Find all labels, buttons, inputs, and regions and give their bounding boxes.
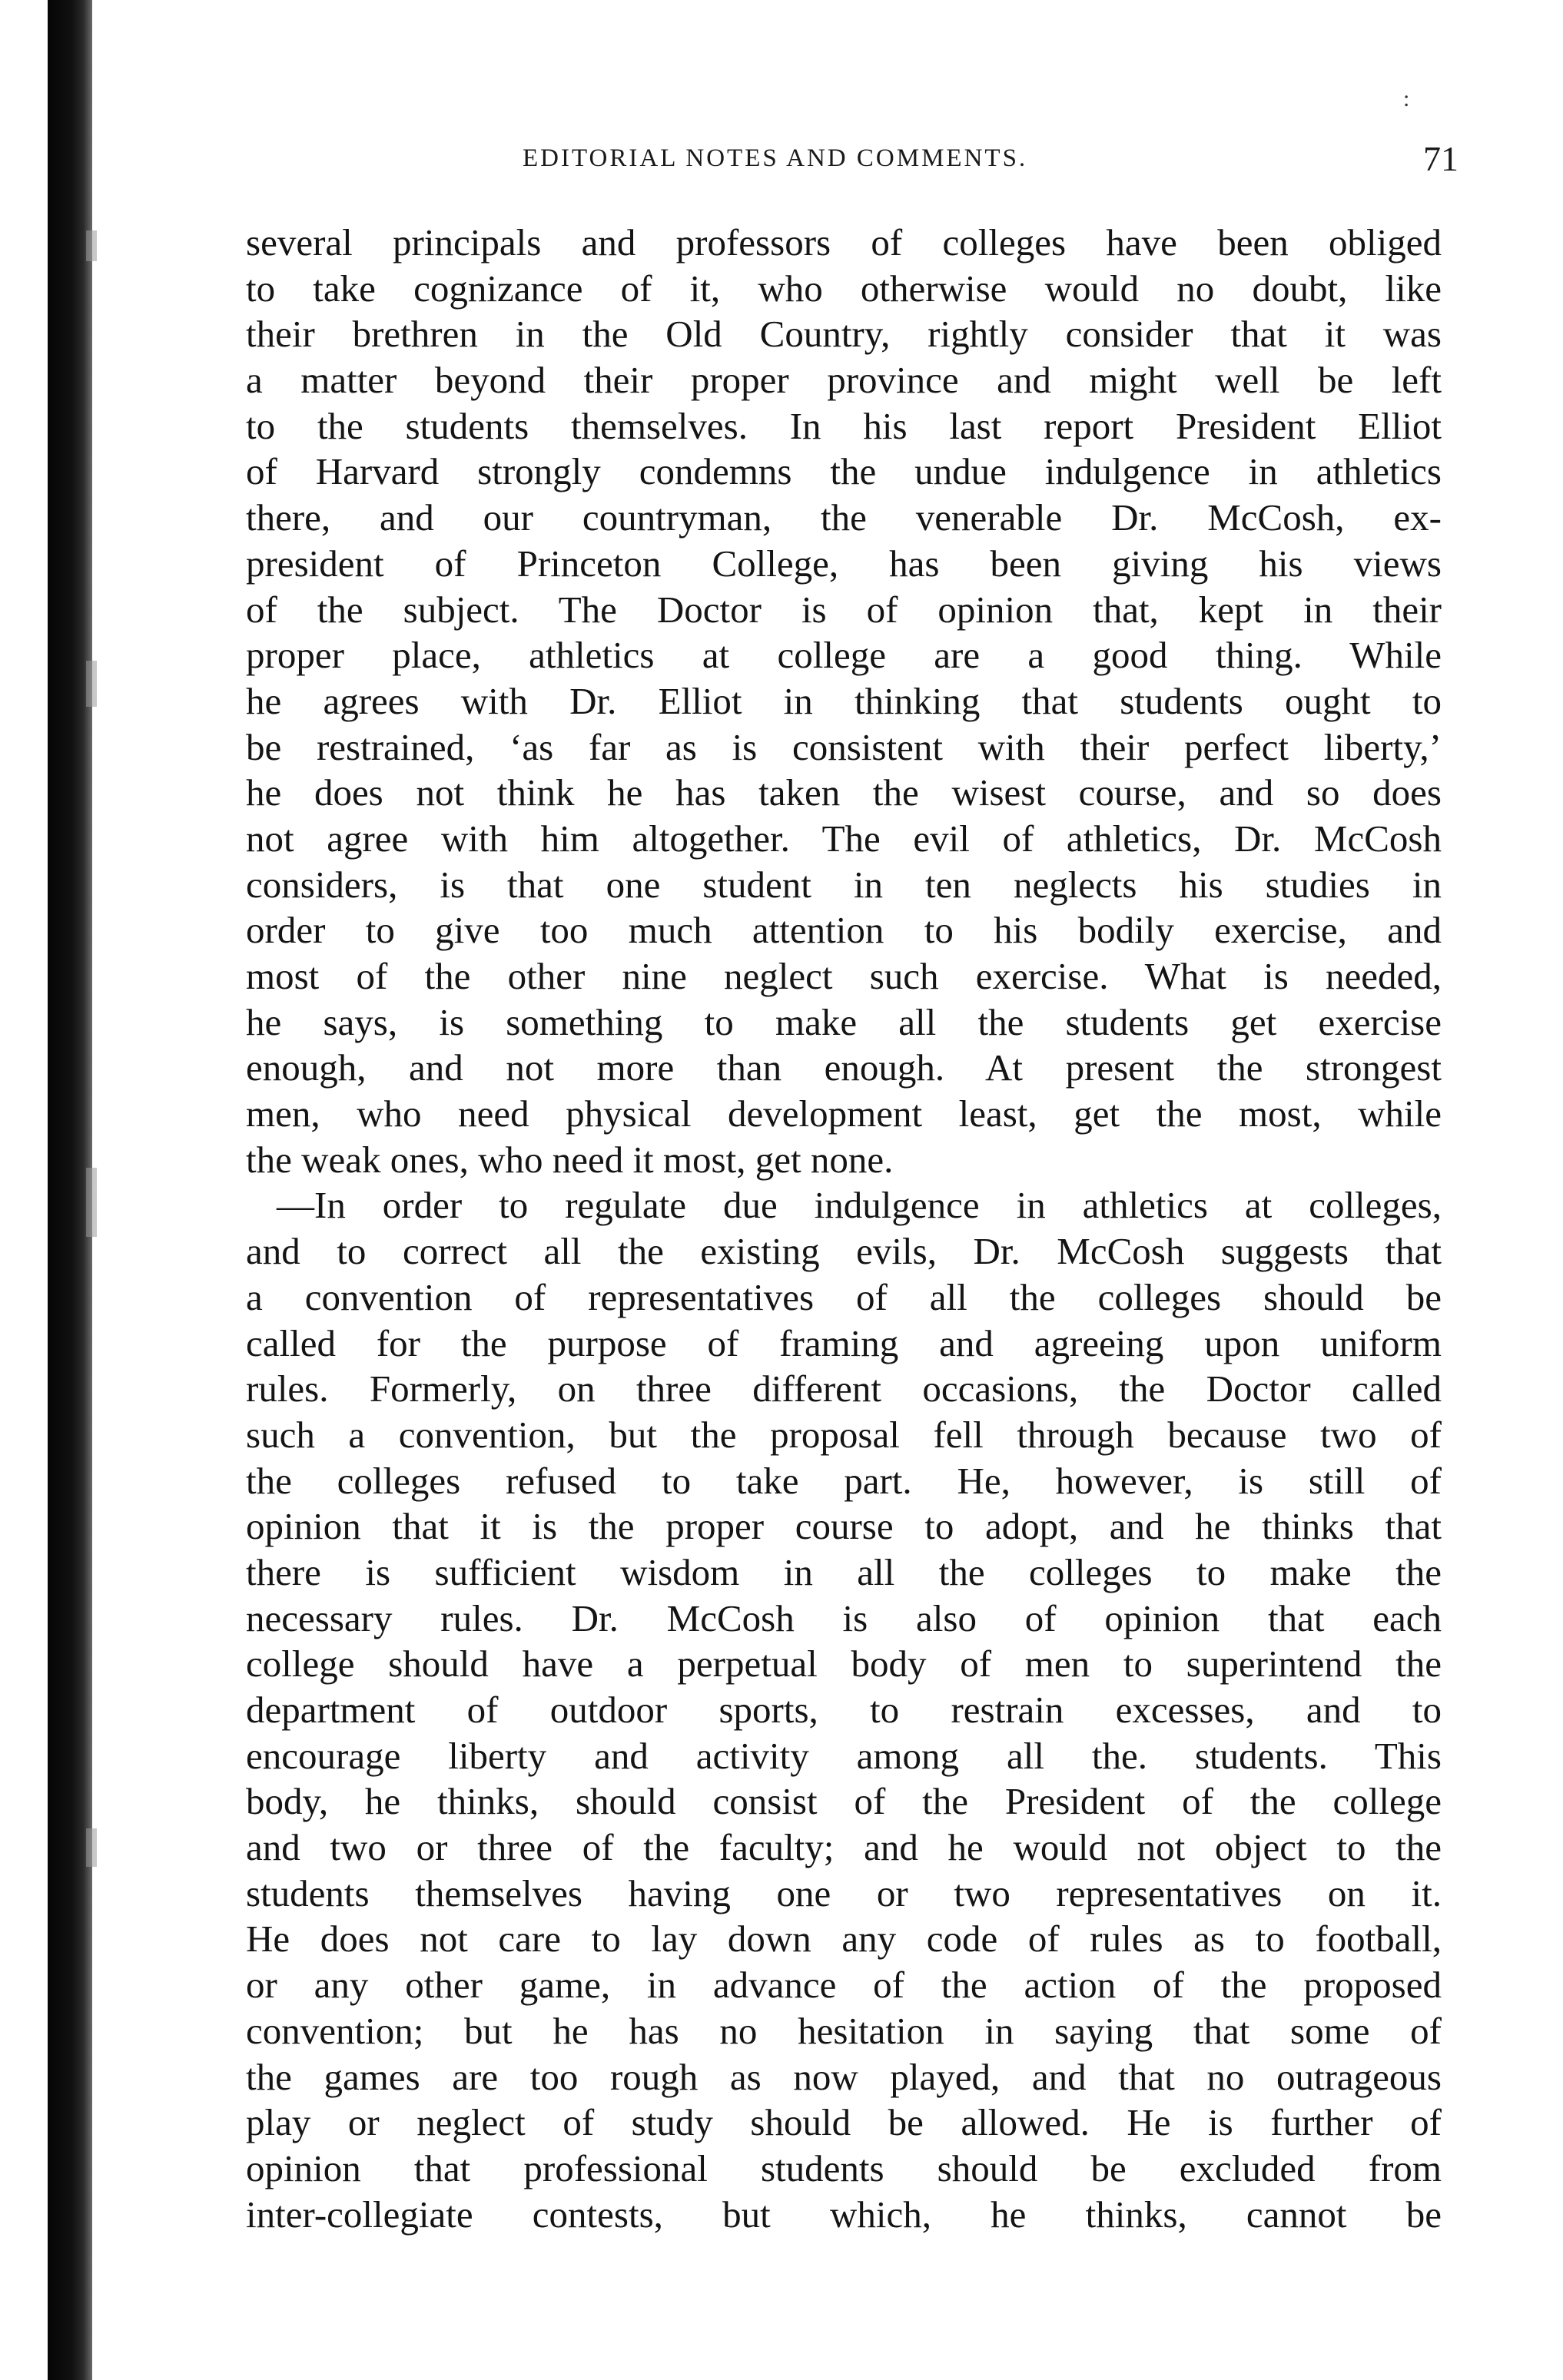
text-line: and two or three of the faculty; and he would not object to the bbox=[246, 1826, 1442, 1869]
text-line: he agrees with Dr. Elliot in thinking that students ought to bbox=[246, 679, 1442, 722]
page-number: 71 bbox=[1423, 139, 1458, 178]
text-line: or any other game, in advance of the action of the proposed bbox=[246, 1964, 1442, 2007]
text-line: play or neglect of study should be allowed. He is further of bbox=[246, 2101, 1442, 2144]
scan-artifact bbox=[86, 1168, 97, 1237]
text-line: a matter beyond their proper province and might well be left bbox=[246, 359, 1442, 402]
text-line: the colleges refused to take part. He, however, is still of bbox=[246, 1459, 1442, 1502]
text-line: to take cognizance of it, who otherwise would no doubt, like bbox=[246, 267, 1442, 310]
text-line: of Harvard strongly condemns the undue indulgence in athletics bbox=[246, 450, 1442, 493]
text-line: —In order to regulate due indulgence in athletics at colleges, bbox=[277, 1184, 1442, 1227]
text-line: president of Princeton College, has been giving his views bbox=[246, 542, 1442, 585]
stray-mark: : bbox=[1403, 86, 1410, 111]
text-line: several principals and professors of colleges have been obliged bbox=[246, 221, 1442, 264]
text-line: order to give too much attention to his bodily exercise, and bbox=[246, 909, 1442, 952]
text-line: opinion that professional students should be excluded from bbox=[246, 2146, 1442, 2189]
text-line: encourage liberty and activity among all the. students. This bbox=[246, 1734, 1442, 1777]
text-line: and to correct all the existing evils, Dr. McCosh suggests that bbox=[246, 1230, 1442, 1273]
text-line: considers, is that one student in ten neglects his studies in bbox=[246, 863, 1442, 906]
running-head: EDITORIAL NOTES AND COMMENTS. bbox=[523, 144, 1028, 172]
text-line: students themselves having one or two representatives on it. bbox=[246, 1871, 1442, 1914]
scan-artifact bbox=[86, 1828, 97, 1867]
text-line: be restrained, ‘as far as is consistent with their perfect liberty,’ bbox=[246, 725, 1442, 768]
text-line: rules. Formerly, on three different occasions, the Doctor called bbox=[246, 1367, 1442, 1410]
scan-artifact bbox=[86, 661, 97, 707]
text-line: enough, and not more than enough. At present the strongest bbox=[246, 1046, 1442, 1089]
text-line: most of the other nine neglect such exercise. What is needed, bbox=[246, 955, 1442, 997]
text-line: he says, is something to make all the students get exercise bbox=[246, 1000, 1442, 1043]
text-line: college should have a perpetual body of men to superintend the bbox=[246, 1642, 1442, 1686]
text-line: there, and our countryman, the venerable Dr. McCosh, ex- bbox=[246, 496, 1442, 539]
text-line: necessary rules. Dr. McCosh is also of opinion that each bbox=[246, 1596, 1442, 1639]
text-line: body, he thinks, should consist of the President of the college bbox=[246, 1780, 1442, 1823]
text-line: not agree with him altogether. The evil of athletics, Dr. McCosh bbox=[246, 817, 1442, 860]
body-text bbox=[246, 220, 1442, 2237]
text-line: there is sufficient wisdom in all the colleges to make the bbox=[246, 1550, 1442, 1593]
text-line: such a convention, but the proposal fell through because two of bbox=[246, 1413, 1442, 1456]
text-line: to the students themselves. In his last report President Elliot bbox=[246, 404, 1442, 447]
text-line: a convention of representatives of all the colleges should be bbox=[246, 1275, 1442, 1318]
text-line: inter-collegiate contests, but which, he thinks, cannot be bbox=[246, 2193, 1442, 2236]
scan-artifact bbox=[86, 230, 97, 261]
text-line: proper place, athletics at college are a good thing. While bbox=[246, 634, 1442, 677]
text-line: the weak ones, who need it most, get none. bbox=[246, 1138, 894, 1181]
text-line: called for the purpose of framing and agreeing upon uniform bbox=[246, 1321, 1442, 1364]
text-line: department of outdoor sports, to restrain excesses, and to bbox=[246, 1689, 1442, 1731]
text-line: He does not care to lay down any code of rules as to football, bbox=[246, 1918, 1442, 1961]
text-line: he does not think he has taken the wisest course, and so does bbox=[246, 771, 1442, 814]
text-line: men, who need physical development least, get the most, while bbox=[246, 1092, 1442, 1135]
text-line: of the subject. The Doctor is of opinion that, kept in their bbox=[246, 588, 1442, 631]
text-line: the games are too rough as now played, and that no outrageous bbox=[246, 2055, 1442, 2098]
text-line: their brethren in the Old Country, rightly consider that it was bbox=[246, 313, 1442, 356]
text-line: opinion that it is the proper course to adopt, and he thinks that bbox=[246, 1505, 1442, 1548]
text-line: convention; but he has no hesitation in saying that some of bbox=[246, 2009, 1442, 2052]
